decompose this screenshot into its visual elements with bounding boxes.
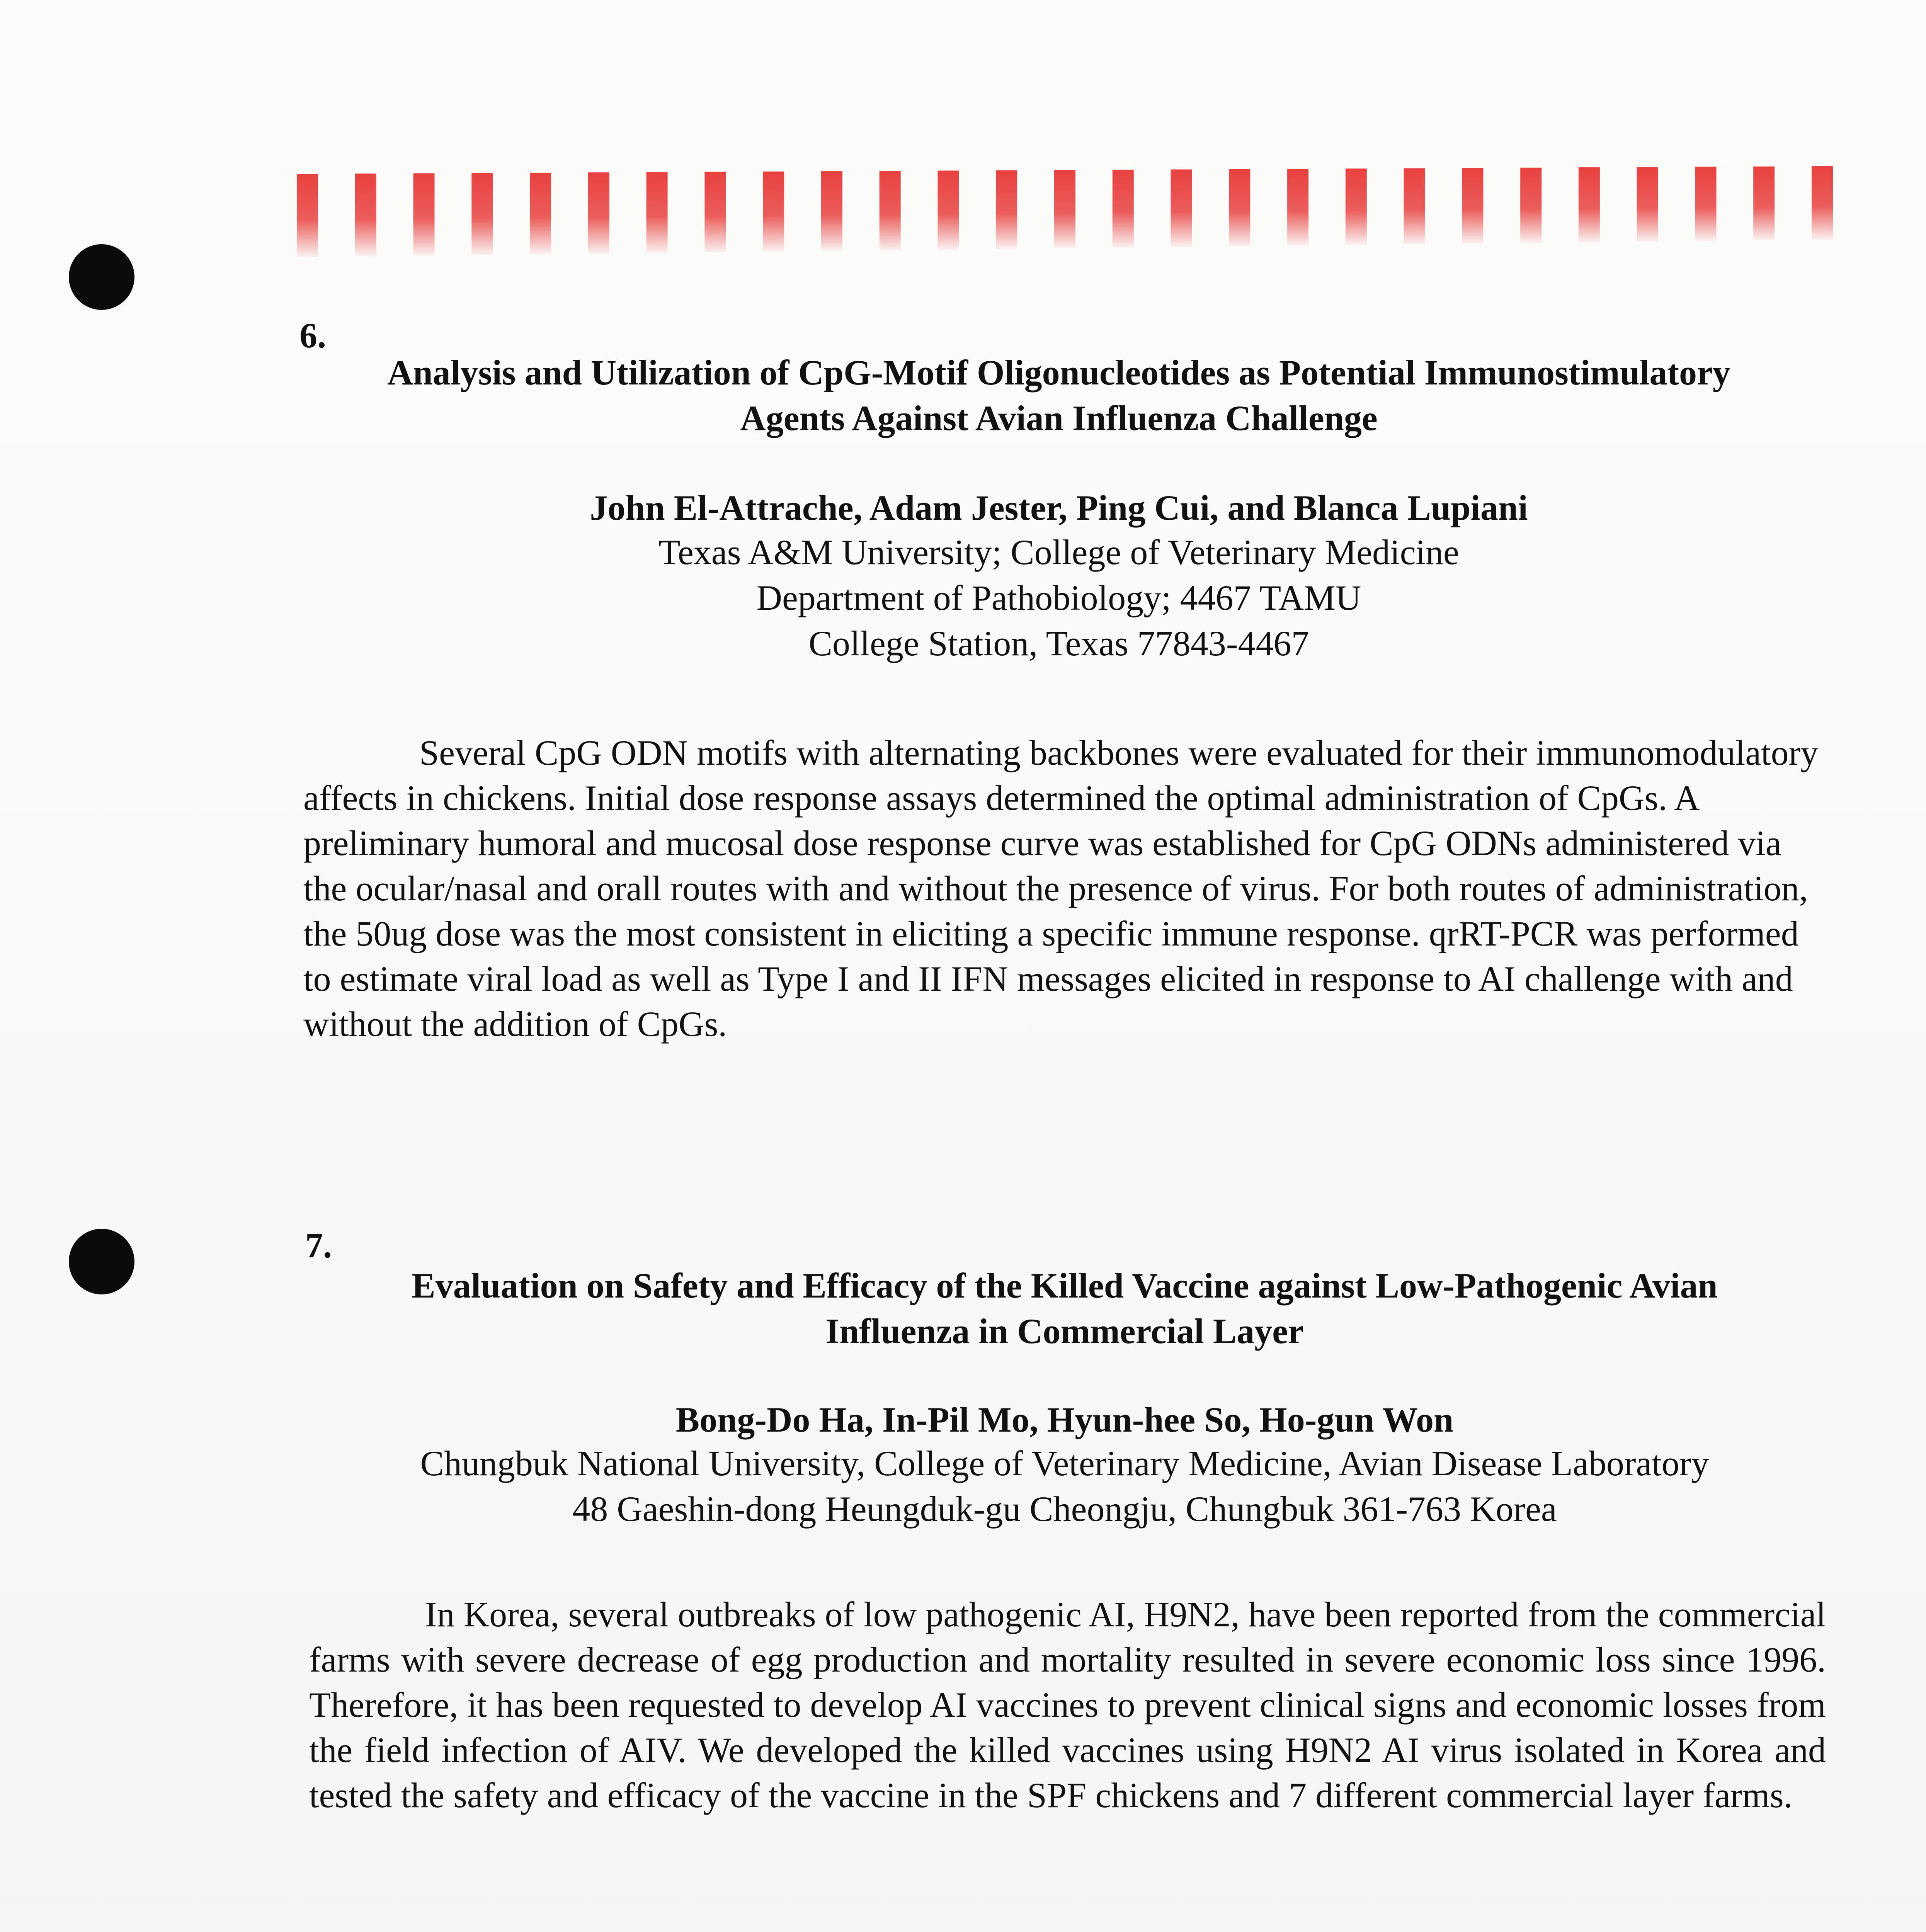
header-stripe [1287,169,1308,246]
abstract-title-line: Influenza in Commercial Layer [825,1311,1304,1351]
header-stripe [588,172,609,253]
header-stripe [1462,168,1483,244]
header-stripe [471,173,493,255]
binder-hole-middle [69,1229,134,1294]
abstract-title-line: Evaluation on Safety and Efficacy of the Killed Vaccine against Low-Pathogenic Avian [412,1266,1718,1305]
abstract-number: 6. [299,316,326,355]
abstract-title [309,1263,1820,1354]
binder-hole-top [69,244,134,310]
abstract-affiliation [309,1440,1820,1532]
header-stripe [1113,170,1134,248]
header-stripe [1404,168,1425,244]
header-stripe [1171,170,1192,247]
abstract-affiliation [301,529,1816,666]
header-stripe [355,173,376,256]
affiliation-line: College Station, Texas 77843-4467 [808,624,1309,663]
abstract-authors: John El-Attrache, Adam Jester, Ping Cui, and Blanca Lupiani [590,488,1528,527]
affiliation-line: Chungbuk National University, College of Veterinary Medicine, Avian Disease Laboratory [420,1444,1709,1483]
header-stripe-band [297,166,1833,263]
header-stripe [704,172,726,252]
header-stripe [1579,167,1600,242]
abstract-authors: Bong-Do Ha, In-Pil Mo, Hyun-hee So, Ho-gun Won [675,1400,1454,1439]
header-stripe [1346,168,1367,245]
header-stripe [821,171,842,251]
header-stripe [1812,166,1833,240]
abstract-body: In Korea, several outbreaks of low pathogenic AI, H9N2, have been reported from the commercial farms with severe decrease of egg production and mortality resulted in severe economic loss since 1996. Therefore, it has been requested to develop AI vaccines to prevent clinical signs and economic losses from the field infection of AIV. We developed the killed vaccines using H9N2 AI virus isolated in Korea and tested the safety and efficacy of the vaccine in the SPF chickens and 7 different commercial layer farms. [309,1595,1826,1815]
affiliation-line: 48 Gaeshin-dong Heungduk-gu Cheongju, Chungbuk 361-763 Korea [572,1489,1557,1529]
header-stripe [763,172,784,252]
header-stripe [647,172,668,253]
header-stripe [1054,170,1075,248]
header-stripe [297,174,318,257]
header-stripe [530,173,551,254]
header-stripe [996,170,1017,249]
affiliation-line: Department of Pathobiology; 4467 TAMU [756,578,1361,617]
affiliation-line: Texas A&M University; College of Veterinary Medicine [658,532,1459,572]
header-stripe [1637,167,1658,242]
abstract-title-line: Agents Against Avian Influenza Challenge [740,398,1378,438]
abstract-body: Several CpG ODN motifs with alternating backbones were evaluated for their immunomodulatory affects in chickens. Initial dose response assays determined the optimal administration of CpGs. A preliminary humoral and mucosal dose response curve was established for CpG ODNs administered via the ocular/nasal and orall routes with and without the presence of virus. For both routes of administration, the 50ug dose was the most consistent in eliciting a specific immune response. qrRT-PCR was performed to estimate viral load as well as Type I and II IFN messages elicited in response to AI challenge with and without the addition of CpGs. [303,733,1819,1044]
header-stripe [413,173,435,256]
header-stripe [880,171,901,250]
abstract-number: 7. [305,1226,332,1265]
header-stripe [938,171,959,250]
header-stripe [1520,168,1541,243]
header-stripe [1695,167,1717,241]
abstract-title [301,350,1816,441]
header-stripe [1229,169,1250,247]
stripe-graphic [297,166,1833,263]
header-stripe [1753,167,1775,240]
abstract-title-line: Analysis and Utilization of CpG-Motif Oligonucleotides as Potential Immunostimulatory [387,353,1730,392]
